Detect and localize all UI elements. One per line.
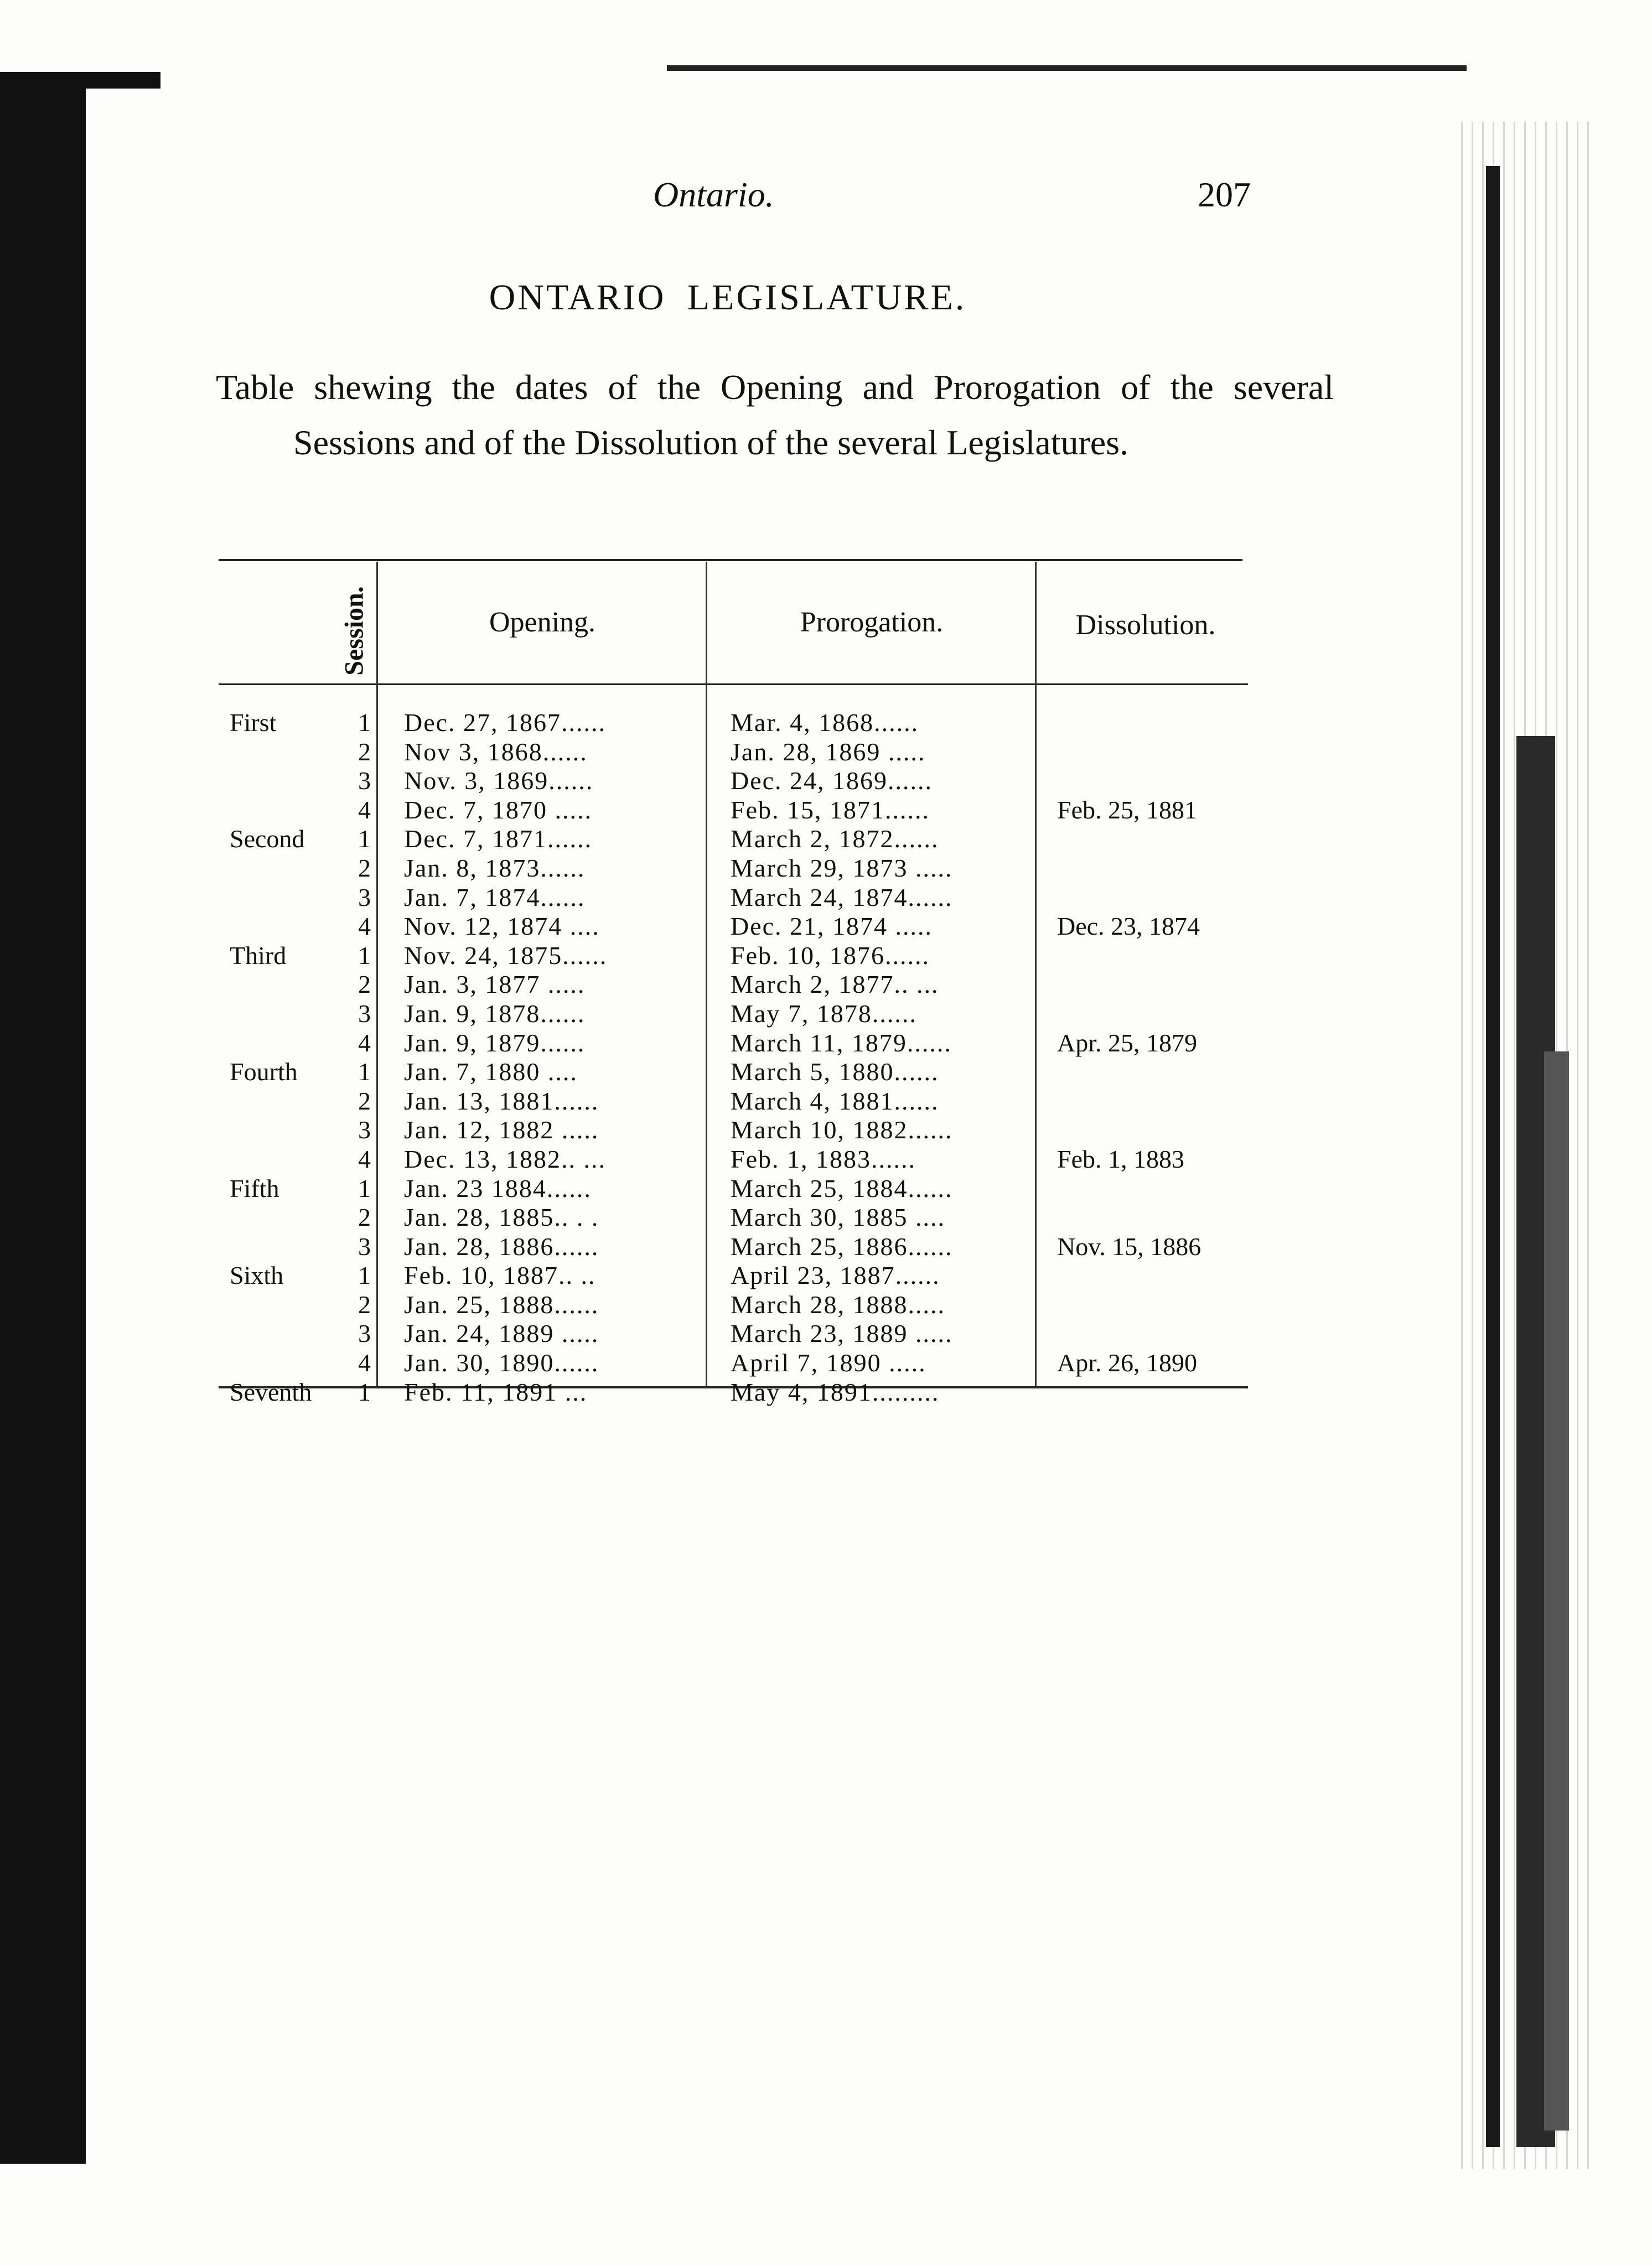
table-row [219, 854, 1259, 883]
session-cell: 3 [358, 883, 371, 911]
prorogation-cell: March 25, 1886...... [731, 1232, 953, 1261]
table-row [219, 738, 1259, 767]
session-cell: 1 [358, 1174, 371, 1203]
prorogation-cell: Feb. 1, 1883...... [731, 1144, 916, 1173]
legislature-cell: Fifth [230, 1174, 279, 1203]
session-cell: 2 [358, 1086, 371, 1115]
table-row [219, 1261, 1259, 1290]
prorogation-cell: March 5, 1880...... [731, 1058, 939, 1086]
session-cell: 4 [358, 1028, 371, 1057]
prorogation-cell: May 4, 1891......... [731, 1377, 940, 1406]
session-cell: 2 [358, 1290, 371, 1319]
opening-cell: Jan. 9, 1879...... [404, 1028, 586, 1057]
opening-cell: Feb. 11, 1891 ... [404, 1377, 588, 1406]
legislature-cell: Third [230, 941, 287, 970]
legislature-cell: Sixth [230, 1261, 284, 1290]
table-row [219, 1290, 1259, 1320]
session-cell: 2 [358, 737, 371, 766]
prorogation-cell: Jan. 28, 1869 ..... [731, 737, 926, 766]
running-head [653, 174, 1251, 224]
legislature-cell: Seventh [230, 1377, 312, 1406]
table-row [219, 766, 1259, 796]
table-row [219, 999, 1259, 1029]
running-head-title: Ontario. [653, 175, 774, 214]
session-cell: 1 [358, 708, 371, 737]
prorogation-cell: April 7, 1890 ..... [731, 1349, 926, 1377]
session-cell: 3 [358, 1116, 371, 1144]
table-row [219, 796, 1259, 825]
opening-cell: Nov. 12, 1874 .... [404, 912, 600, 941]
page-heading: ONTARIO LEGISLATURE. [489, 277, 967, 318]
session-cell: 2 [358, 970, 371, 999]
session-cell: 2 [358, 853, 371, 882]
prorogation-cell: March 25, 1884...... [731, 1174, 953, 1203]
table-row [219, 1319, 1259, 1349]
prorogation-cell: March 2, 1877.. ... [731, 970, 939, 999]
table-body [219, 708, 1259, 1407]
opening-cell: Dec. 7, 1871...... [404, 825, 593, 853]
column-header-opening: Opening. [489, 607, 596, 638]
page-number: 207 [1198, 175, 1251, 214]
opening-cell: Dec. 27, 1867...... [404, 708, 607, 737]
opening-cell: Jan. 28, 1885.. . . [404, 1203, 599, 1232]
opening-cell: Dec. 13, 1882.. ... [404, 1144, 607, 1173]
prorogation-cell: April 23, 1887...... [731, 1261, 940, 1290]
prorogation-cell: March 2, 1872...... [731, 825, 939, 853]
table-row [219, 1349, 1259, 1378]
opening-cell: Jan. 25, 1888...... [404, 1290, 599, 1319]
dissolution-cell: Feb. 1, 1883 [1057, 1144, 1184, 1173]
opening-cell: Jan. 8, 1873...... [404, 853, 586, 882]
prorogation-cell: Dec. 24, 1869...... [731, 766, 933, 795]
table-row [219, 941, 1259, 971]
opening-cell: Nov. 3, 1869...... [404, 766, 594, 795]
table-row [219, 1378, 1259, 1407]
opening-cell: Jan. 7, 1880 .... [404, 1058, 578, 1086]
opening-cell: Jan. 7, 1874...... [404, 883, 586, 911]
dissolution-cell: Nov. 15, 1886 [1057, 1232, 1202, 1261]
table-row [219, 825, 1259, 854]
session-cell: 2 [358, 1203, 371, 1232]
prorogation-cell: March 10, 1882...... [731, 1116, 953, 1144]
table-caption: Table shewing the dates of the Opening and Prorogation of the several Sessions and of the Dissolution of the several Legislatures. [216, 367, 1334, 462]
scan-edge-left [0, 72, 86, 2164]
column-header-session-label: Session. [339, 586, 369, 676]
session-cell: 1 [358, 1261, 371, 1290]
table-top-rule [219, 559, 1242, 561]
scan-edge-right-shadow [1544, 1051, 1569, 2131]
prorogation-cell: Mar. 4, 1868...... [731, 708, 919, 737]
opening-cell: Jan. 13, 1881...... [404, 1086, 599, 1115]
opening-cell: Jan. 3, 1877 ..... [404, 970, 586, 999]
scan-rule-top [636, 65, 1467, 71]
column-header-dissolution: Dissolution. [1075, 609, 1216, 641]
table-row [219, 970, 1259, 999]
opening-cell: Jan. 23 1884...... [404, 1174, 592, 1203]
prorogation-cell: March 4, 1881...... [731, 1086, 939, 1115]
session-cell: 3 [358, 999, 371, 1028]
session-cell: 1 [358, 1377, 371, 1406]
session-cell: 3 [358, 766, 371, 795]
table-row [219, 1203, 1259, 1232]
prorogation-cell: May 7, 1878...... [731, 999, 917, 1028]
column-header-prorogation: Prorogation. [800, 607, 944, 638]
table-row [219, 1116, 1259, 1145]
opening-cell: Nov. 24, 1875...... [404, 941, 608, 970]
prorogation-cell: March 11, 1879...... [731, 1028, 952, 1057]
prorogation-cell: March 30, 1885 .... [731, 1203, 946, 1232]
prorogation-cell: March 29, 1873 ..... [731, 853, 953, 882]
table-row [219, 1087, 1259, 1116]
table-row [219, 1145, 1259, 1174]
prorogation-cell: Feb. 15, 1871...... [731, 795, 930, 824]
opening-cell: Jan. 24, 1889 ..... [404, 1319, 599, 1348]
prorogation-cell: Dec. 21, 1874 ..... [731, 912, 933, 941]
table-row [219, 912, 1259, 941]
table-row [219, 883, 1259, 913]
legislature-cell: First [230, 708, 277, 737]
session-cell: 3 [358, 1232, 371, 1261]
opening-cell: Jan. 30, 1890...... [404, 1349, 599, 1377]
session-cell: 1 [358, 825, 371, 853]
legislature-table [219, 559, 1259, 1406]
dissolution-cell: Apr. 26, 1890 [1057, 1349, 1197, 1377]
opening-cell: Jan. 28, 1886...... [404, 1232, 599, 1261]
scan-edge-left-top [0, 72, 160, 89]
opening-cell: Feb. 10, 1887.. .. [404, 1261, 596, 1290]
prorogation-cell: March 28, 1888..... [731, 1290, 946, 1319]
session-cell: 4 [358, 1144, 371, 1173]
session-cell: 4 [358, 912, 371, 941]
legislature-cell: Second [230, 825, 305, 853]
prorogation-cell: March 23, 1889 ..... [731, 1319, 953, 1348]
table-row [219, 1029, 1259, 1058]
table-row [219, 1174, 1259, 1204]
scan-edge-right [1486, 166, 1500, 2147]
opening-cell: Jan. 12, 1882 ..... [404, 1116, 599, 1144]
legislature-cell: Fourth [230, 1058, 298, 1086]
scan-rule-gap [636, 65, 667, 71]
column-header-session [329, 576, 379, 686]
opening-cell: Jan. 9, 1878...... [404, 999, 586, 1028]
session-cell: 3 [358, 1319, 371, 1348]
opening-cell: Dec. 7, 1870 ..... [404, 795, 593, 824]
table-row [219, 1232, 1259, 1262]
opening-cell: Nov 3, 1868...... [404, 737, 588, 766]
session-cell: 1 [358, 1058, 371, 1086]
table-row [219, 708, 1259, 738]
dissolution-cell: Feb. 25, 1881 [1057, 795, 1197, 824]
session-cell: 4 [358, 795, 371, 824]
table-row [219, 1058, 1259, 1087]
dissolution-cell: Apr. 25, 1879 [1057, 1028, 1197, 1057]
prorogation-cell: March 24, 1874...... [731, 883, 953, 911]
dissolution-cell: Dec. 23, 1874 [1057, 912, 1200, 941]
session-cell: 4 [358, 1349, 371, 1377]
prorogation-cell: Feb. 10, 1876...... [731, 941, 930, 970]
session-cell: 1 [358, 941, 371, 970]
